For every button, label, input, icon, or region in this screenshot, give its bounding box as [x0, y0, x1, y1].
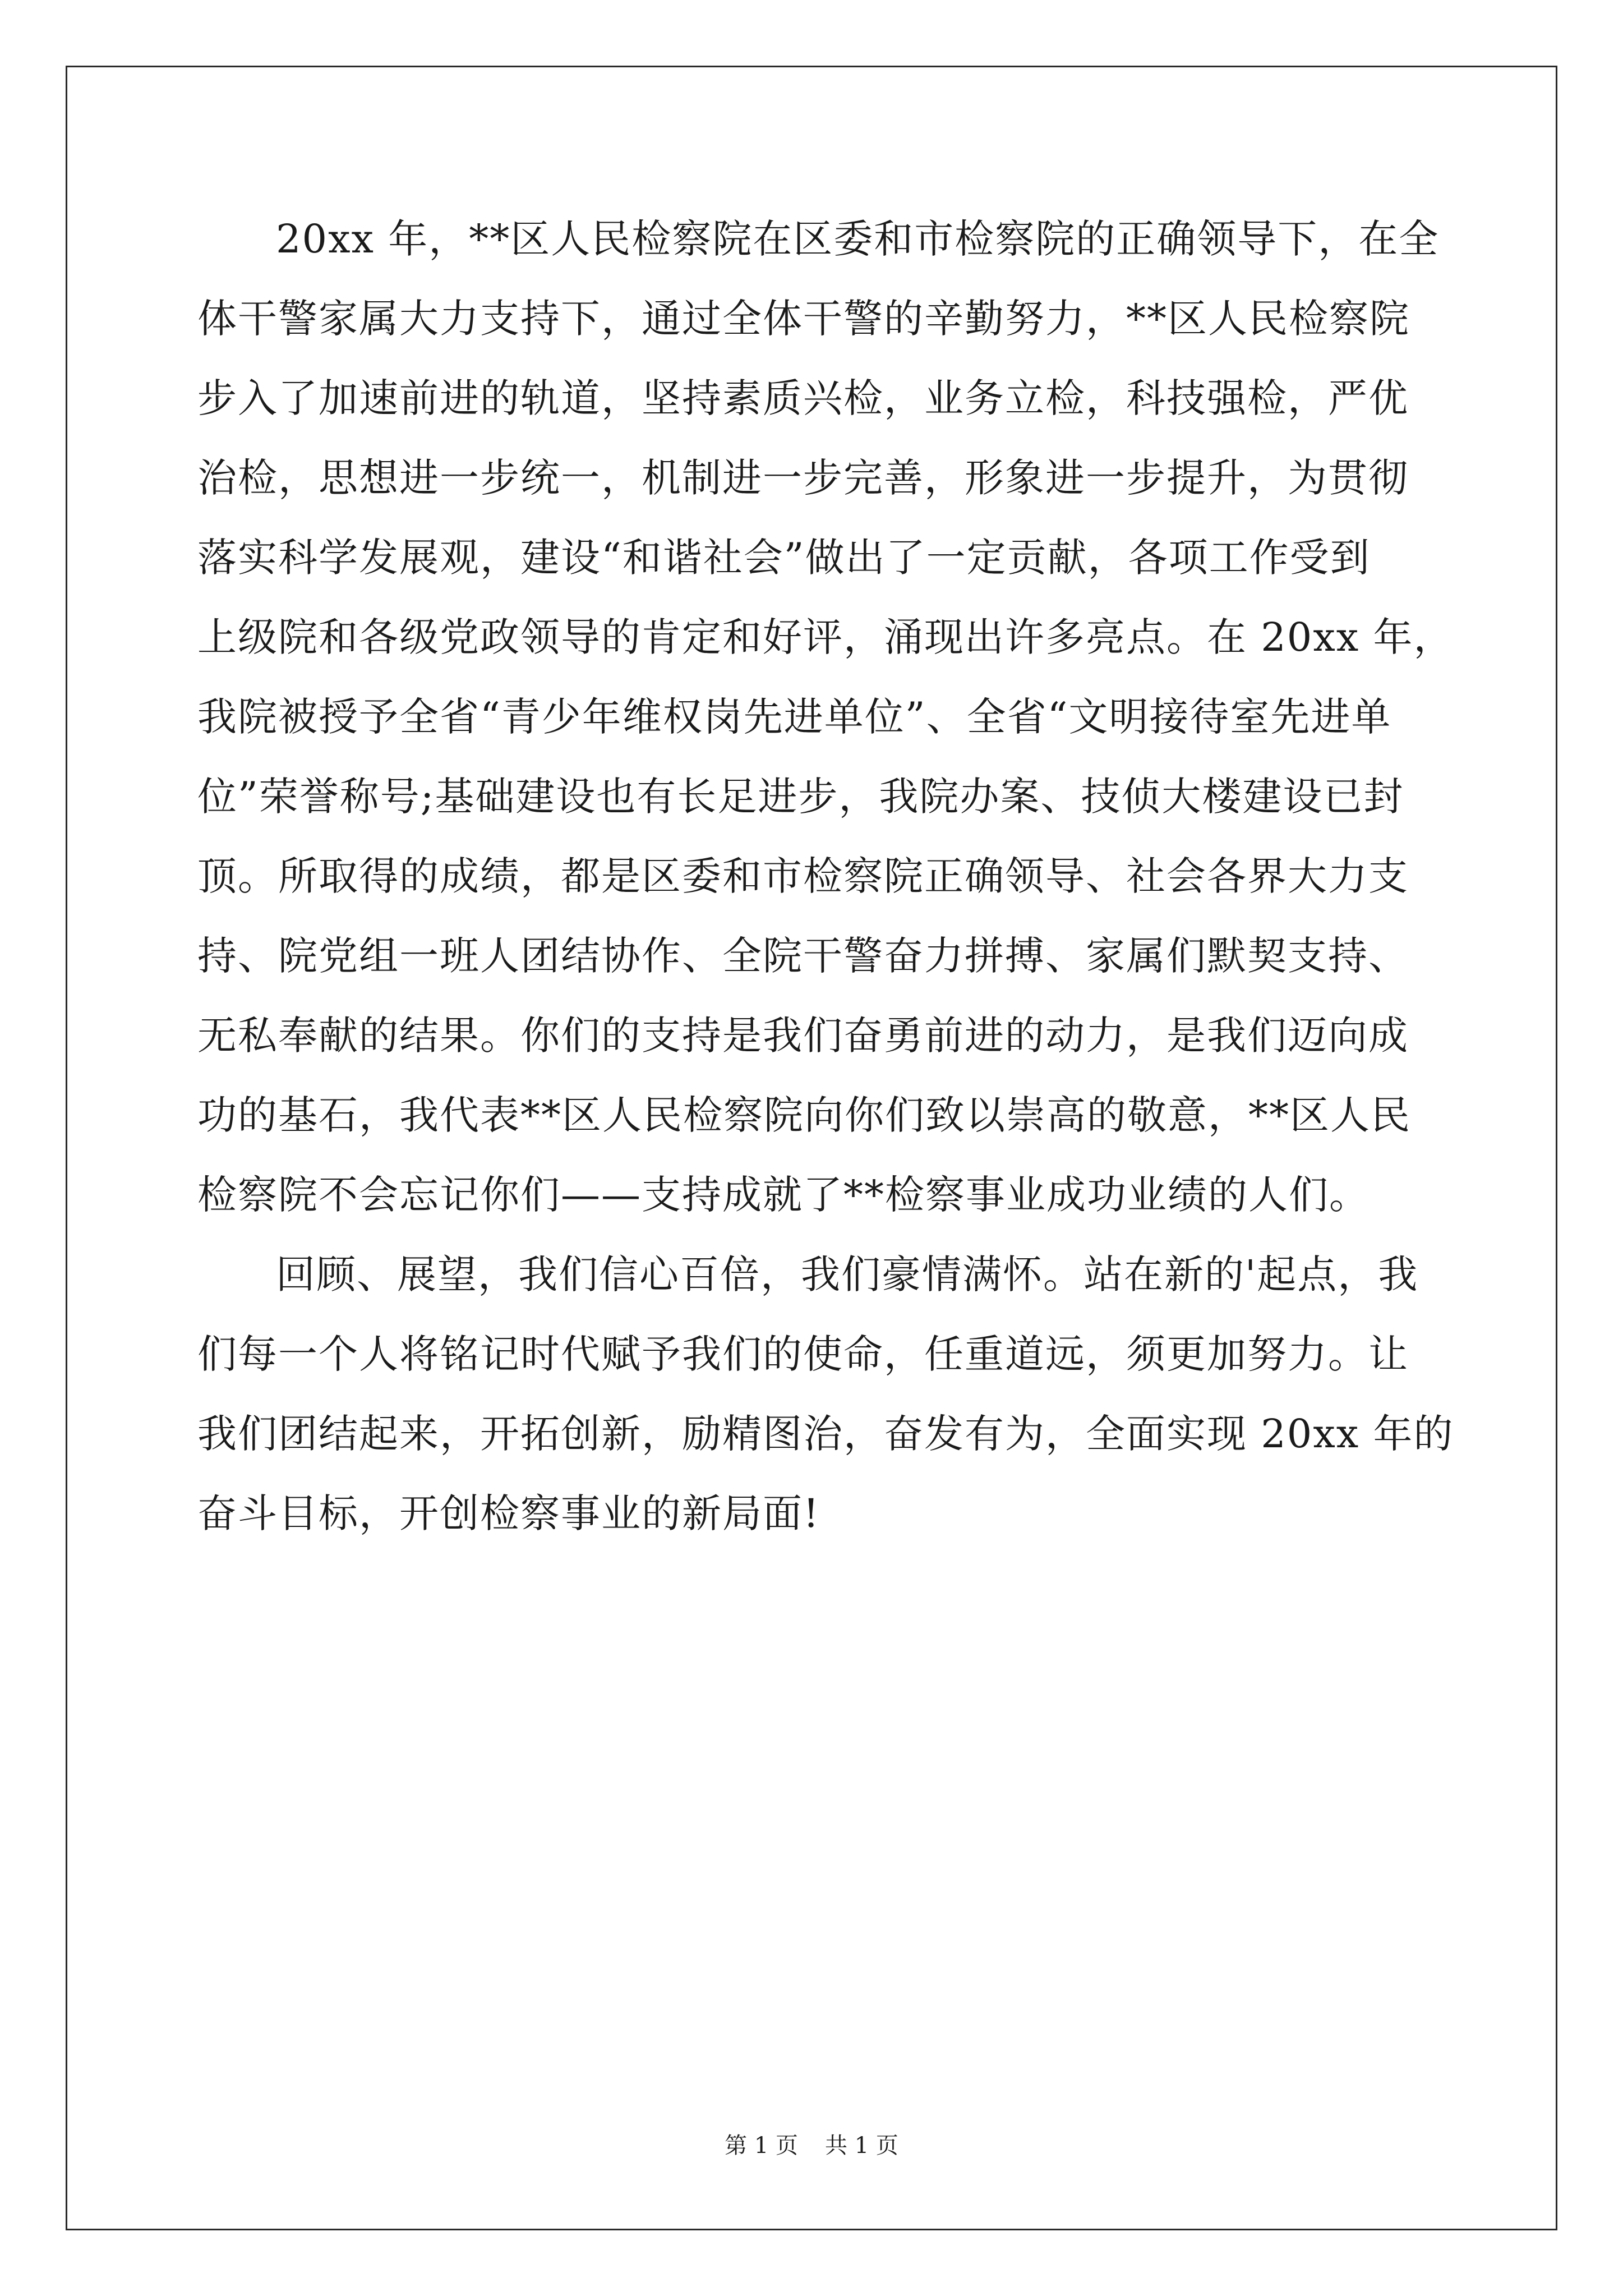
text-line: 我们团结起来，开拓创新，励精图治，奋发有为，全面实现 20xx 年的: [197, 1411, 1454, 1457]
document-body: [197, 199, 1454, 1553]
text-line: 回顾、展望，我们信心百倍，我们豪情满怀。站在新的'起点，我: [276, 1251, 1419, 1297]
text-line: 功的基石，我代表**区人民检察院向你们致以崇高的敬意，**区人民: [197, 1092, 1411, 1138]
text-line: 治检，思想进一步统一，机制进一步完善，形象进一步提升，为贯彻: [197, 455, 1409, 501]
page-footer: [0, 2132, 1623, 2160]
text-line: 体干警家属大力支持下，通过全体干警的辛勤努力，**区人民检察院: [197, 296, 1410, 342]
text-line: 落实科学发展观，建设“和谐社会”做出了一定贡献，各项工作受到: [197, 535, 1371, 581]
text-line: 奋斗目标，开创检察事业的新局面!: [197, 1490, 820, 1536]
text-line: 无私奉献的结果。你们的支持是我们奋勇前进的动力，是我们迈向成: [197, 1013, 1409, 1059]
text-line: 检察院不会忘记你们——支持成就了**检察事业成功业绩的人们。: [197, 1172, 1370, 1218]
text-line: 位”荣誉称号;基础建设也有长足进步，我院办案、技侦大楼建设已封: [197, 774, 1404, 820]
text-line: 顶。所取得的成绩，都是区委和市检察院正确领导、社会各界大力支: [197, 853, 1409, 899]
text-line: 步入了加速前进的轨道，坚持素质兴检，业务立检，科技强检，严优: [197, 375, 1409, 421]
text-line: 们每一个人将铭记时代赋予我们的使命，任重道远，须更加努力。让: [197, 1331, 1409, 1377]
text-line: 上级院和各级党政领导的肯定和好评，涌现出许多亮点。在 20xx 年，: [197, 614, 1454, 660]
page-number: 第 1 页: [725, 2133, 798, 2159]
text-line: 我院被授予全省“青少年维权岗先进单位”、全省“文明接待室先进单: [197, 694, 1392, 740]
text-line: 20xx 年，**区人民检察院在区委和市检察院的正确领导下，在全: [276, 216, 1440, 262]
text-line: 持、院党组一班人团结协作、全院干警奋力拼搏、家属们默契支持、: [197, 933, 1409, 979]
page-total: 共 1 页: [825, 2133, 898, 2159]
